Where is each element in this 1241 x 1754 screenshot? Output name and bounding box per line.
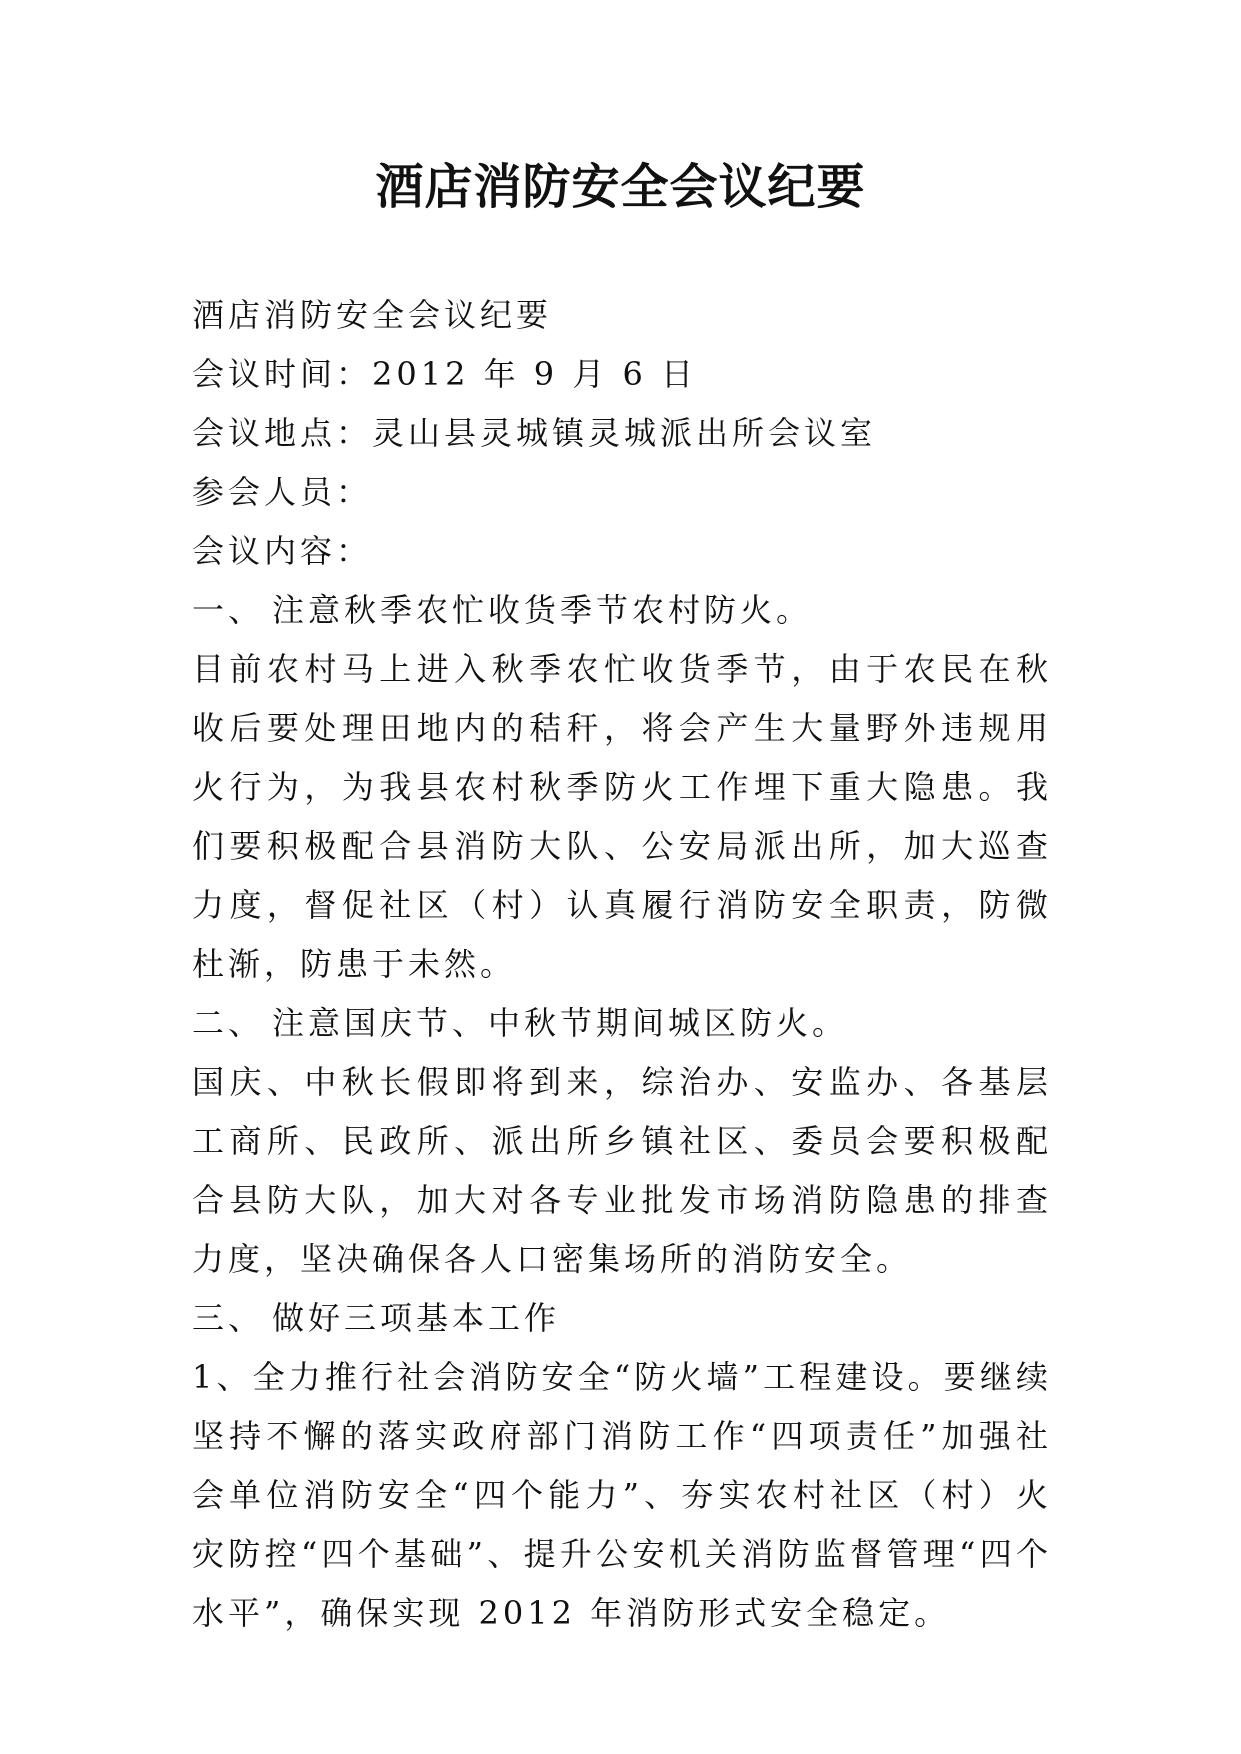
- section-2-body: 国庆、中秋长假即将到来，综治办、安监办、各基层工商所、民政所、派出所乡镇社区、委员会要积极配合县防大队，加大对各专业批发市场消防隐患的排查力度，坚决确保各人口密集场所的消防安全。: [192, 1063, 1052, 1278]
- section-1-number: 一、: [192, 591, 265, 629]
- section-3-item-1: 1、全力推行社会消防安全“防火墙”工程建设。要继续坚持不懈的落实政府部门消防工作“四项责任”加强社会单位消防安全“四个能力”、夯实农村社区（村）火灾防控“四个基础”、提升公安机关消防监督管理“四个水平”，确保实现 2012 年消防形式安全稳定。: [192, 1358, 1052, 1632]
- section-3-number: 三、: [192, 1299, 265, 1337]
- section-1-heading: [192, 581, 1052, 640]
- section-3-heading: [192, 1289, 1052, 1348]
- document-body: [192, 286, 1052, 1643]
- meeting-place: 会议地点：灵山县灵城镇灵城派出所会议室: [192, 414, 877, 452]
- section-2-heading: [192, 994, 1052, 1053]
- document-title: 酒店消防安全会议纪要: [375, 159, 866, 215]
- attendees: 参会人员：: [192, 473, 373, 511]
- document-subtitle: 酒店消防安全会议纪要: [192, 296, 553, 334]
- section-1-heading-text: 注意秋季农忙收货季节农村防火。: [272, 591, 813, 629]
- section-2-number: 二、: [192, 1004, 265, 1042]
- content-label: 会议内容：: [192, 532, 373, 570]
- section-2-heading-text: 注意国庆节、中秋节期间城区防火。: [272, 1004, 849, 1042]
- section-3-heading-text: 做好三项基本工作: [272, 1299, 561, 1337]
- section-1-body: 目前农村马上进入秋季农忙收货季节，由于农民在秋收后要处理田地内的秸秆，将会产生大量野外违规用火行为，为我县农村秋季防火工作埋下重大隐患。我们要积极配合县消防大队、公安局派出所，加大巡查力度，督促社区（村）认真履行消防安全职责，防微杜渐，防患于未然。: [192, 650, 1052, 983]
- meeting-time: 会议时间：2012 年 9 月 6 日: [192, 355, 698, 393]
